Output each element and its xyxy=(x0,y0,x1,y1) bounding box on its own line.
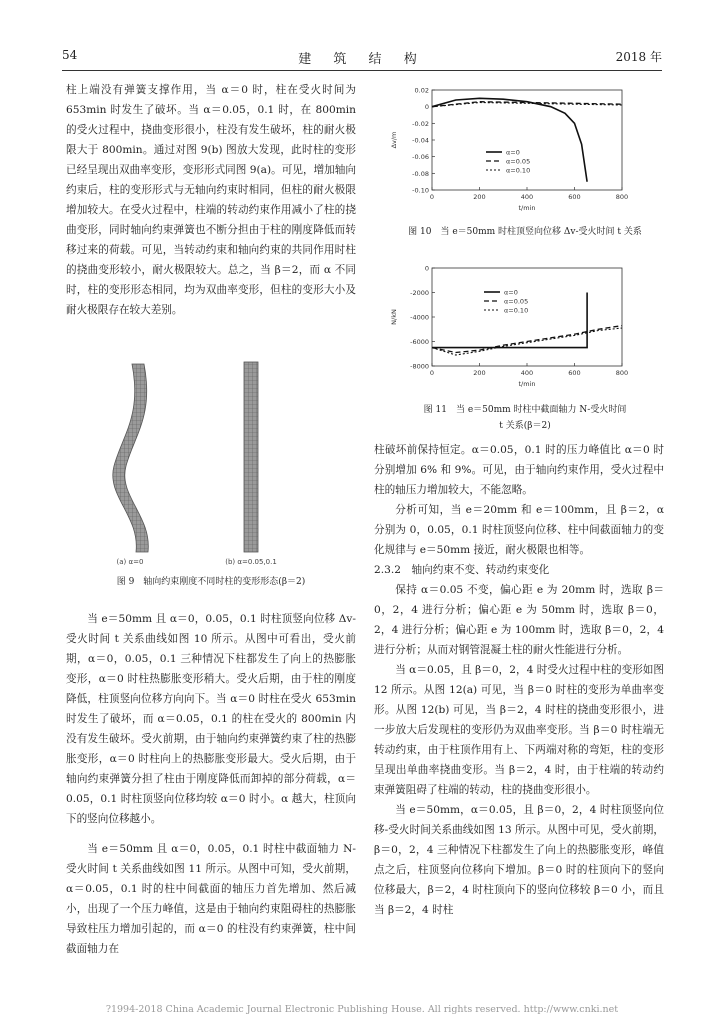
y-tick-label: -0.02 xyxy=(412,119,429,128)
y-axis-label: N/kN xyxy=(390,309,398,325)
paragraph: 柱破坏前保持恒定。α＝0.05，0.1 时的压力峰值比 α＝0 时分别增加 6% 和 9%。可见，由于轴向约束作用，受火过程中柱的轴压力增加较大，不能忽略。 xyxy=(374,444,664,496)
fig11-caption-line2: t 关系(β＝2) xyxy=(499,421,551,431)
legend-label: α=0.10 xyxy=(506,166,531,175)
y-tick-label: -0.06 xyxy=(412,153,429,162)
copyright-footer: ?1994-2018 China Academic Journal Electronic Publishing House. All rights reserved. http://www.cnki.net xyxy=(105,1004,619,1015)
x-axis-label: t/min xyxy=(518,380,536,388)
fig9-label-b: (b) α=0.05,0.1 xyxy=(225,558,277,566)
y-tick-label: -2000 xyxy=(410,289,429,297)
x-tick-label: 200 xyxy=(473,369,486,377)
fig9-label-a: (a) α=0 xyxy=(116,558,144,566)
x-tick-label: 800 xyxy=(615,193,629,201)
left-column-top xyxy=(66,80,356,320)
header-rule xyxy=(62,70,662,71)
section-heading: 2.3.2 轴向约束不变、转动约束变化 xyxy=(374,564,550,576)
fig9-caption: 图 9 轴向约束刚度不同时柱的变形形态(β＝2) xyxy=(116,577,306,587)
paragraph: 保持 α＝0.05 不变，偏心距 e 为 20mm 时，选取 β＝0，2，4 进行分析；偏心距 e 为 50mm 时，选取 β＝0，2，4 进行分析；偏心距 e 为 100mm 时，选取 β＝0，2，4 进行分析；从而对钢管混凝土柱的耐火性能进行分析。 xyxy=(374,584,664,656)
legend-label: α=0.05 xyxy=(504,297,529,306)
paragraph: 当 e＝50mm，α＝0.05，且 β＝0，2，4 时柱顶竖向位移-受火时间关系曲线如图 13 所示。从图中可见，受火前期，β＝0，2，4 三种情况下柱都发生了向上的热膨胀变形，峰值点之后，柱顶竖向位移向下增加。β＝0 时的柱顶向下的竖向位移最大，β＝2，4 时柱顶向下的竖向位移较 β＝0 小，而且当 β＝2，4 时柱 xyxy=(374,804,664,916)
y-tick-label: 0.02 xyxy=(414,86,429,95)
x-tick-label: 600 xyxy=(568,369,581,377)
y-axis-label: Δv/m xyxy=(390,131,398,149)
deformed-column-a xyxy=(113,364,149,552)
y-tick-label: -0.10 xyxy=(412,186,429,195)
y-tick-label: 0 xyxy=(424,103,429,112)
paragraph: 柱上端没有弹簧支撑作用，当 α＝0 时，柱在受火时间为 653min 时发生了破坏。当 α＝0.05，0.1 时，在 800min 的受火过程中，挠曲变形很小，柱没有发生破坏，柱的耐火极限大于 800min。通过对图 9(b) 图放大发现，此时柱的变形已经呈现出双曲率变形，变形形式同图 9(a)。可见，增加轴向约束后，柱的变形形式与无轴向约束时相同，但柱的耐火极限增加较大。在受火过程中，柱端的转动约束作用减小了柱的挠曲变形，同时轴向约束弹簧也不断分担由于柱的刚度降低而转移过来的荷载。可见，当转动约束和轴向约束的共同作用时柱的挠曲变形较小，耐火极限较大。总之，当 β＝2，而 α 不同时，柱的变形形态相同，均为双曲率变形，但柱的变形大小及耐火极限存在较大差别。 xyxy=(66,84,356,316)
x-axis-label: t/min xyxy=(518,204,536,212)
y-tick-label: -6000 xyxy=(410,338,429,346)
page-number: 54 xyxy=(62,48,78,62)
y-tick-label: -0.04 xyxy=(412,136,429,145)
y-tick-label: -0.08 xyxy=(412,169,429,178)
x-tick-label: 200 xyxy=(473,193,486,201)
legend-label: α=0.10 xyxy=(504,306,529,315)
paragraph: 当 e＝50mm 且 α＝0，0.05，0.1 时柱顶竖向位移 Δv-受火时间 t 关系曲线如图 10 所示。从图中可看出，受火前期，α＝0，0.05，0.1 三种情况下柱都发生了向上的热膨胀变形，α＝0 时柱热膨胀变形稍大。受火后期，由于柱的刚度降低，柱顶竖向位移方向向下。当 α＝0 时柱在受火 653min 时发生了破坏，而 α＝0.05，0.1 的柱在受火的 800min 内没有发生破坏。受火前期，由于轴向约束弹簧约束了柱的热膨胀变形，α＝0 时柱向上的热膨胀变形最大。受火后期，由于轴向约束弹簧分担了柱由于刚度降低而卸掉的部分荷载，α＝0.05，0.1 时柱顶竖向位移均较 α＝0 时小。α 越大，柱顶向下的竖向位移越小。 xyxy=(66,612,356,825)
paragraph: 当 α＝0.05，且 β＝0，2，4 时受火过程中柱的变形如图 12 所示。从图 12(a) 可见，当 β＝0 时柱的变形为单曲率变形。从图 12(b) 可见，当 β＝2，4 时柱的挠曲变形很小，进一步放大后发现柱的变形仍为双曲率变形。当 β＝0 时柱端无转动约束，由于柱顶作用有上、下两端对称的弯矩，柱的变形呈现出单曲率挠曲变形。当 β＝2，4 时，由于柱端的转动约束弹簧阻碍了柱端的转动，柱的挠曲变形很小。 xyxy=(374,664,664,796)
x-tick-label: 400 xyxy=(520,369,534,377)
straight-column-b xyxy=(244,362,258,552)
fig10-chart xyxy=(386,84,636,216)
right-column xyxy=(374,440,664,920)
paragraph: 当 e＝50mm 且 α＝0，0.05，0.1 时柱中截面轴力 N-受火时间 t 关系曲线如图 11 所示。从图中可知，受火前期，α＝0.05，0.1 时的柱中间截面的轴压力首先增加、然后减小，出现了一个压力峰值，这是由于轴向约束阻碍柱的热膨胀导致柱压力增加引起的，而 α＝0 的柱没有约束弹簧，柱中间截面轴力在 xyxy=(66,843,356,956)
page-header xyxy=(62,48,662,68)
y-tick-label: 0 xyxy=(424,264,429,273)
legend-label: α=0 xyxy=(504,288,518,297)
legend-label: α=0.05 xyxy=(506,157,531,166)
x-tick-label: 600 xyxy=(568,193,581,201)
series-line-1 xyxy=(432,326,622,353)
x-tick-label: 400 xyxy=(520,193,534,201)
fig11-chart xyxy=(386,262,636,392)
y-tick-label: -4000 xyxy=(410,313,429,322)
journal-year: 2018 年 xyxy=(615,50,662,64)
x-tick-label: 0 xyxy=(429,369,435,377)
journal-title: 建 筑 结 构 xyxy=(298,52,426,67)
fig10-caption: 图 10 当 e＝50mm 时柱顶竖向位移 Δv-受火时间 t 关系 xyxy=(408,227,642,237)
y-tick-label: -8000 xyxy=(410,362,429,371)
fig11-caption xyxy=(380,402,670,434)
left-column-bottom xyxy=(66,598,356,970)
plot-frame xyxy=(432,268,622,366)
x-tick-label: 0 xyxy=(429,193,435,201)
legend-label: α=0 xyxy=(506,148,520,157)
fig11-caption-line1: 图 11 当 e＝50mm 时柱中截面轴力 N-受火时间 xyxy=(423,405,627,415)
paragraph: 分析可知，当 e＝20mm 和 e＝100mm，且 β＝2，α 分别为 0，0.05，0.1 时柱顶竖向位移、柱中间截面轴力的变化规律与 e＝50mm 接近，耐火极限也相等。 xyxy=(374,504,664,556)
x-tick-label: 800 xyxy=(615,369,629,377)
fig9-image xyxy=(96,356,346,568)
